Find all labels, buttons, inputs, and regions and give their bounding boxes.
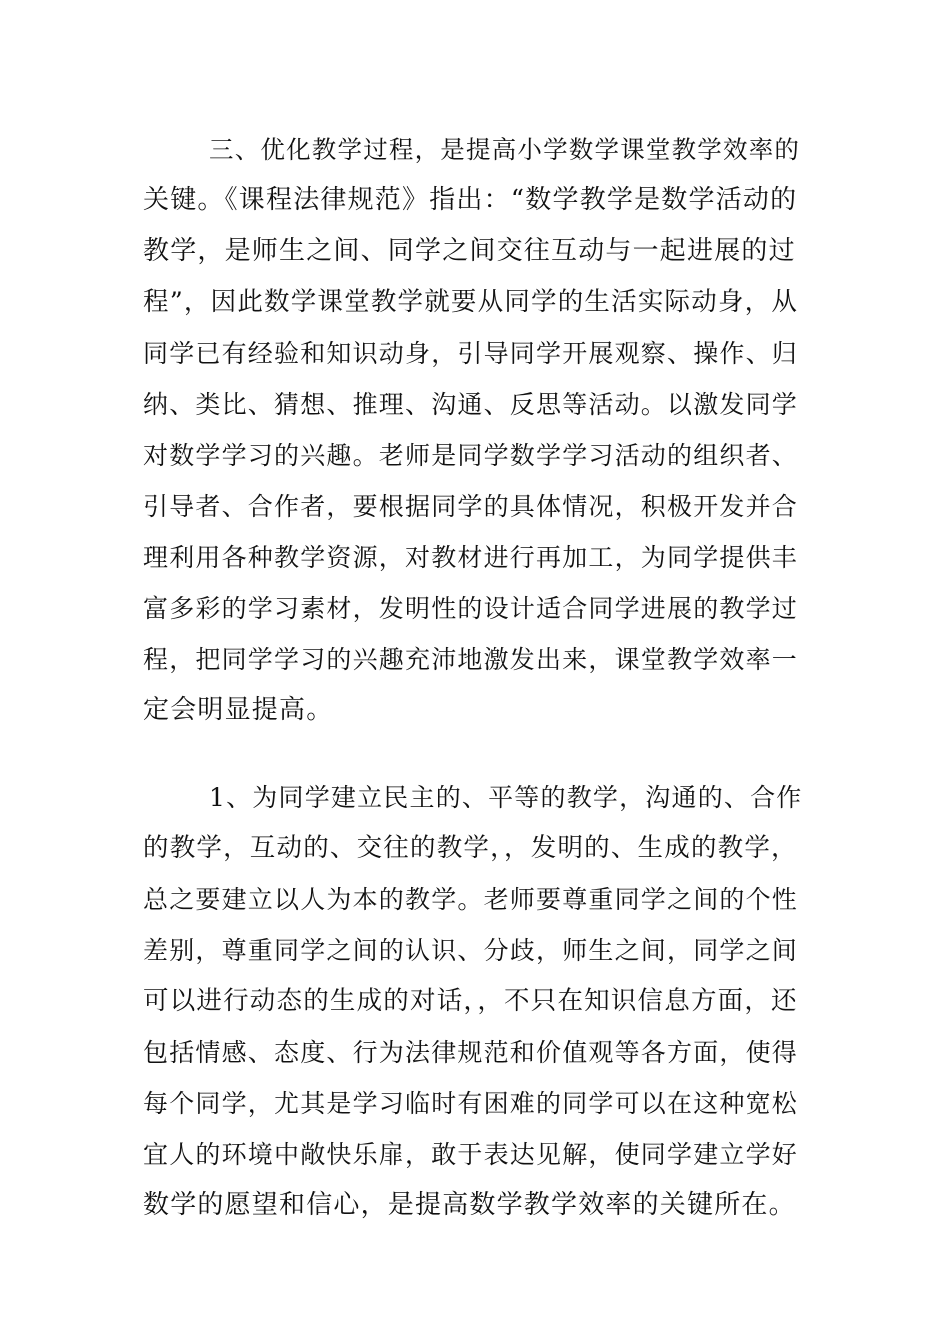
paragraph-democratic-teaching (143, 772, 807, 1231)
paragraph-line: 程”，因此数学课堂教学就要从同学的生活实际动身，从 (143, 287, 799, 317)
paragraph-line: 三、优化教学过程，是提高小学数学课堂教学效率的 (209, 135, 801, 164)
paragraph-line: 纳、类比、猜想、推理、沟通、反思等活动。以激发同学 (143, 390, 799, 419)
paragraph-line: 定会明显提高。 (143, 695, 334, 725)
paragraph-line: 的教学，互动的、交往的教学，，发明的、生成的教学， (143, 833, 798, 863)
paragraph-line: 可以进行动态的生成的对话，，不只在知识信息方面，还 (143, 986, 798, 1016)
paragraph-line: 每个同学，尤其是学习临时有困难的同学可以在这种宽松 (143, 1089, 799, 1118)
paragraph-line: 富多彩的学习素材，发明性的设计适合同学进展的教学过 (143, 594, 799, 623)
paragraph-line: 对数学学习的兴趣。老师是同学数学学习活动的组织者、 (143, 441, 799, 470)
paragraph-line: 关键。《课程法律规范》指出：“数学教学是数学活动的 (143, 185, 798, 215)
paragraph-line: 教学，是师生之间、同学之间交往互动与一起进展的过 (143, 236, 796, 266)
paragraph-line: 包括情感、态度、行为法律规范和价值观等各方面，使得 (143, 1038, 799, 1067)
paragraph-line: 数学的愿望和信心，是提高数学教学效率的关键所在。 (143, 1190, 796, 1220)
paragraph-line: 同学已有经验和知识动身，引导同学开展观察、操作、归 (143, 339, 799, 368)
paragraph-line: 差别，尊重同学之间的认识、分歧，师生之间，同学之间 (143, 936, 799, 965)
paragraph-line: 引导者、合作者，要根据同学的具体情况，积极开发并合 (143, 492, 799, 521)
paragraph-line: 总之要建立以人为本的教学。老师要尊重同学之间的个性 (143, 885, 799, 914)
paragraph-line: 1、为同学建立民主的、平等的教学，沟通的、合作 (209, 783, 803, 812)
paragraph-line: 宜人的环境中敞快乐扉，敢于表达见解，使同学建立学好 (143, 1140, 799, 1169)
paragraph-line: 程，把同学学习的兴趣充沛地激发出来，课堂教学效率一 (143, 645, 799, 674)
paragraph-line: 理利用各种教学资源，对教材进行再加工，为同学提供丰 (143, 543, 799, 572)
paragraph-optimize-teaching-process (143, 124, 807, 736)
